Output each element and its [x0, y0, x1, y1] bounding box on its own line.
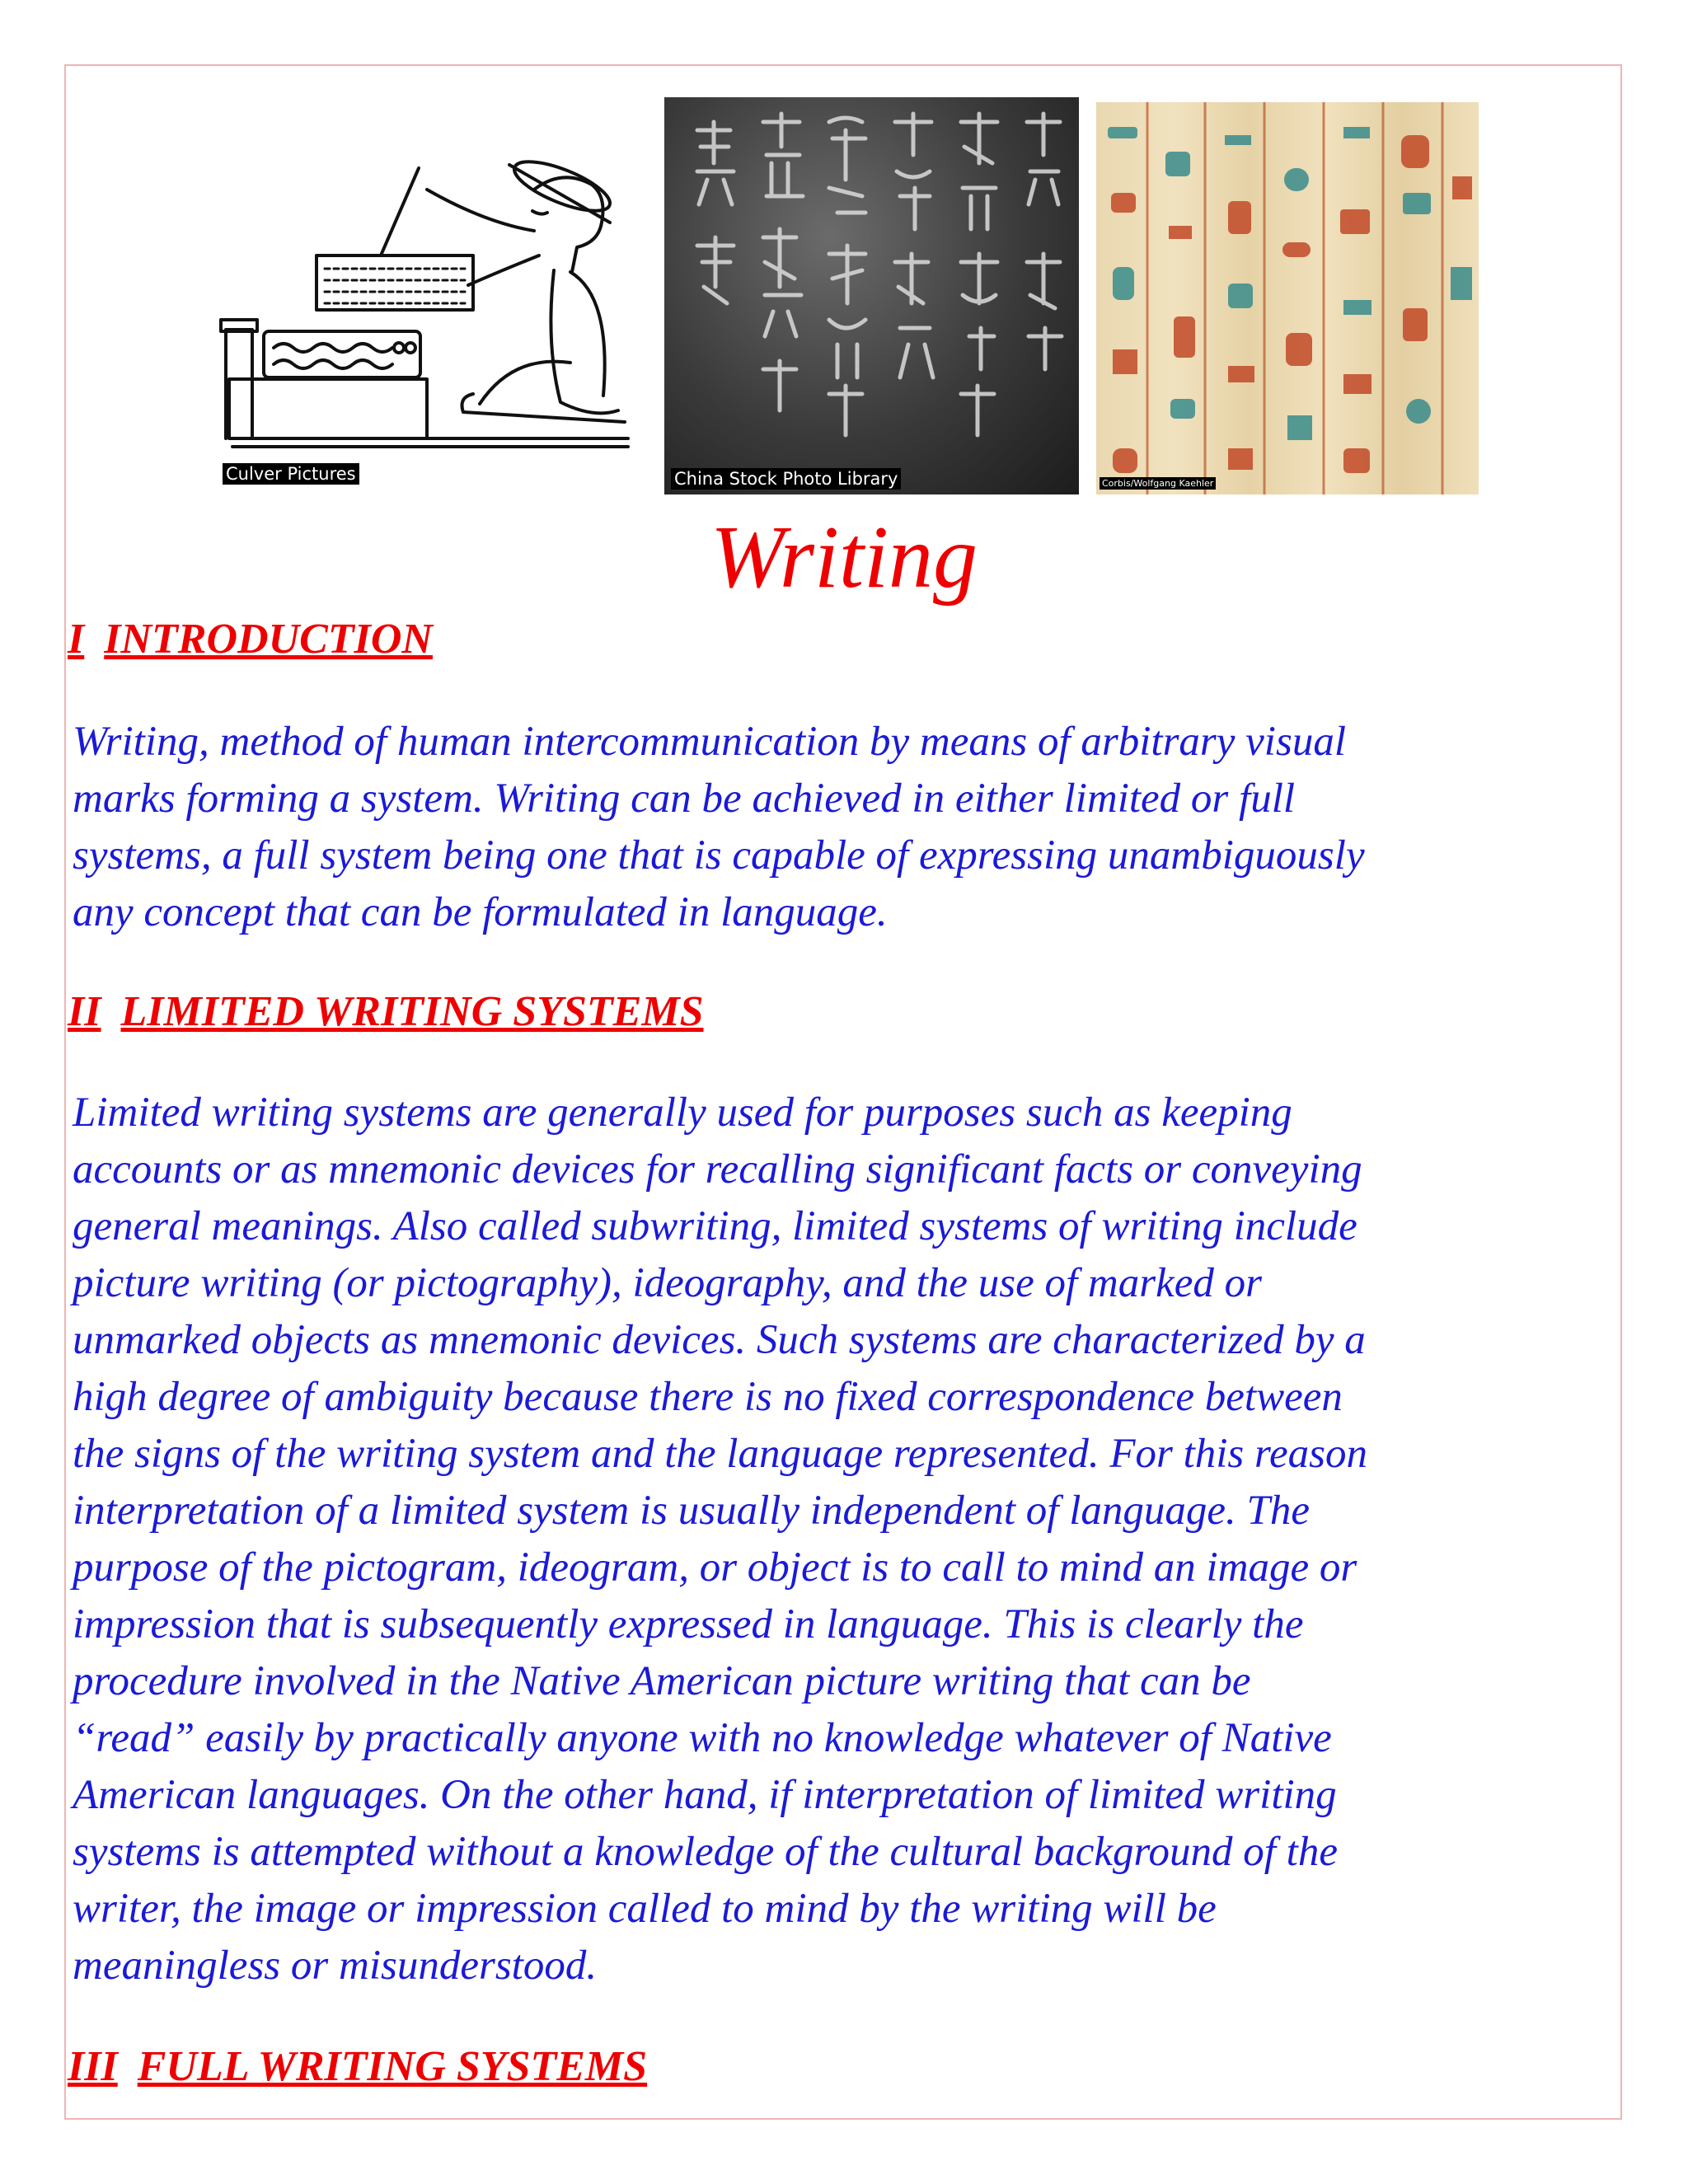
paragraph-line: systems, a full system being one that is capable of expressing unambiguously	[73, 832, 1365, 879]
section-heading-limited-writing-systems	[68, 986, 704, 1038]
paragraph-line: unmarked objects as mnemonic devices. Such systems are characterized by a	[73, 1317, 1366, 1363]
section-heading-introduction	[68, 613, 433, 666]
paragraph-line: “read” easily by practically anyone with no knowledge whatever of Native	[73, 1715, 1332, 1761]
hieroglyphs-image	[1096, 102, 1479, 494]
paragraph-line: picture writing (or pictography), ideography, and the use of marked or	[73, 1260, 1262, 1306]
stone-inscription-image	[664, 97, 1079, 494]
paragraph-line: any concept that can be formulated in language.	[73, 889, 888, 935]
hieroglyph-columns	[1096, 102, 1479, 494]
section-numeral: I	[68, 616, 85, 663]
paragraph-line: marks forming a system. Writing can be achieved in either limited or full	[73, 776, 1296, 822]
image-caption: Culver Pictures	[223, 463, 359, 485]
image-caption: Corbis/Wolfgang Kaehler	[1100, 477, 1216, 490]
paragraph-line: procedure involved in the Native American picture writing that can be	[73, 1658, 1251, 1704]
image-caption: China Stock Photo Library	[671, 468, 901, 490]
paragraph-line: writer, the image or impression called to mind by the writing will be	[73, 1886, 1217, 1932]
section-heading-text: FULL WRITING SYSTEMS	[137, 2043, 648, 2090]
paragraph-line: interpretation of a limited system is usually independent of language. The	[73, 1488, 1311, 1534]
section-numeral: II	[68, 988, 101, 1035]
scribe-drawing-image	[216, 132, 645, 488]
paragraph-line: American languages. On the other hand, if interpretation of limited writing	[73, 1772, 1337, 1818]
paragraph-introduction	[73, 714, 1622, 941]
paragraph-line: impression that is subsequently expressed in language. This is clearly the	[73, 1601, 1304, 1647]
paragraph-line: the signs of the writing system and the language represented. For this reason	[73, 1431, 1367, 1477]
section-numeral: III	[68, 2043, 118, 2090]
inscription-characters	[664, 97, 1079, 494]
section-heading-full-writing-systems	[68, 2041, 647, 2093]
paragraph-limited-writing-systems	[73, 1085, 1622, 1994]
paragraph-line: high degree of ambiguity because there is no fixed correspondence between	[73, 1374, 1343, 1420]
paragraph-line: systems is attempted without a knowledge of the cultural background of the	[73, 1829, 1338, 1875]
scribe-drawing-illustration	[216, 132, 645, 488]
paragraph-line: Writing, method of human intercommunication by means of arbitrary visual	[73, 719, 1346, 765]
paragraph-line: Limited writing systems are generally used for purposes such as keeping	[73, 1090, 1292, 1136]
section-heading-text: LIMITED WRITING SYSTEMS	[120, 988, 704, 1035]
paragraph-line: accounts or as mnemonic devices for recalling significant facts or conveying	[73, 1146, 1362, 1193]
section-heading-text: INTRODUCTION	[104, 616, 433, 663]
page-title: Writing	[710, 509, 978, 607]
paragraph-line: purpose of the pictogram, ideogram, or object is to call to mind an image or	[73, 1544, 1357, 1591]
paragraph-line: general meanings. Also called subwriting, limited systems of writing include	[73, 1203, 1357, 1249]
paragraph-line: meaningless or misunderstood.	[73, 1943, 598, 1989]
